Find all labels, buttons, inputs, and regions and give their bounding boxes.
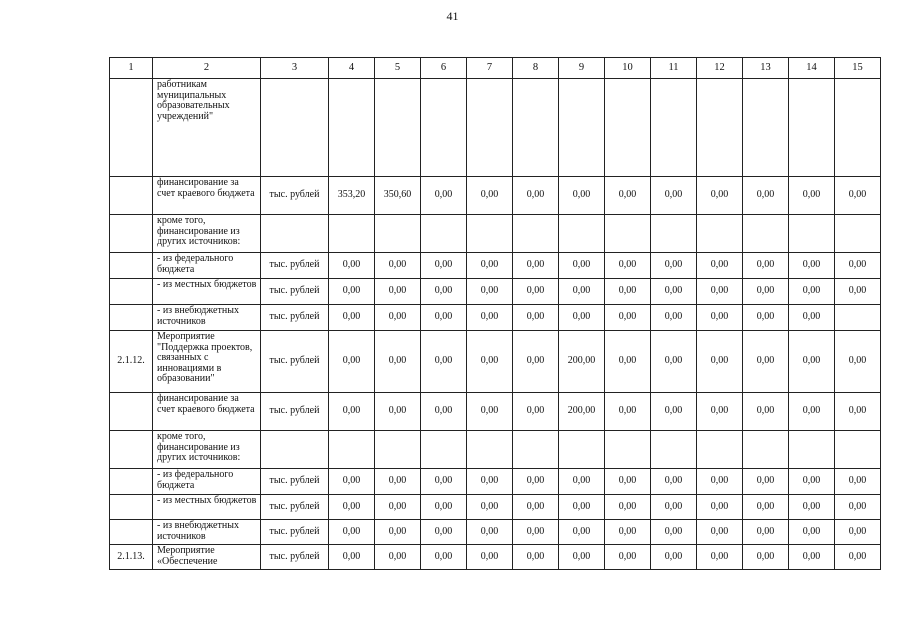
value-cell: 0,00 <box>789 331 835 393</box>
table-row <box>110 495 881 520</box>
value-cell: 0,00 <box>559 545 605 570</box>
value-cell: 0,00 <box>421 331 467 393</box>
item-code-cell: 2.1.13. <box>110 545 153 570</box>
value-cell <box>375 431 421 469</box>
description-cell: финансирование за счет краевого бюджета <box>153 177 261 215</box>
value-cell: 0,00 <box>467 495 513 520</box>
value-cell: 0,00 <box>743 520 789 545</box>
value-cell: 0,00 <box>513 520 559 545</box>
value-cell: 0,00 <box>559 253 605 279</box>
unit-cell: тыс. рублей <box>261 520 329 545</box>
value-cell: 0,00 <box>513 177 559 215</box>
value-cell: 0,00 <box>651 177 697 215</box>
description-cell: кроме того, финансирование из других источников: <box>153 215 261 253</box>
table-row <box>110 469 881 495</box>
value-cell: 0,00 <box>329 331 375 393</box>
unit-cell <box>261 79 329 177</box>
value-cell <box>651 431 697 469</box>
value-cell <box>375 215 421 253</box>
value-cell: 0,00 <box>743 545 789 570</box>
value-cell: 0,00 <box>513 331 559 393</box>
value-cell: 0,00 <box>421 305 467 331</box>
value-cell: 0,00 <box>697 469 743 495</box>
value-cell <box>789 215 835 253</box>
value-cell: 0,00 <box>559 305 605 331</box>
value-cell <box>743 431 789 469</box>
value-cell: 0,00 <box>789 469 835 495</box>
value-cell: 0,00 <box>375 469 421 495</box>
value-cell: 0,00 <box>421 545 467 570</box>
value-cell <box>697 215 743 253</box>
value-cell: 0,00 <box>605 279 651 305</box>
value-cell: 0,00 <box>375 545 421 570</box>
value-cell: 0,00 <box>329 545 375 570</box>
value-cell: 0,00 <box>835 495 881 520</box>
value-cell <box>467 79 513 177</box>
value-cell: 0,00 <box>697 253 743 279</box>
value-cell: 0,00 <box>835 393 881 431</box>
value-cell: 0,00 <box>375 331 421 393</box>
value-cell <box>697 79 743 177</box>
value-cell <box>513 431 559 469</box>
value-cell: 0,00 <box>651 279 697 305</box>
value-cell: 0,00 <box>513 393 559 431</box>
value-cell: 0,00 <box>651 520 697 545</box>
description-cell: работникам муниципальных образовательных учреждений" <box>153 79 261 177</box>
value-cell: 0,00 <box>651 253 697 279</box>
value-cell: 0,00 <box>375 279 421 305</box>
column-number-cell: 9 <box>559 58 605 79</box>
value-cell: 0,00 <box>789 177 835 215</box>
value-cell: 0,00 <box>329 279 375 305</box>
item-code-cell: 2.1.12. <box>110 331 153 393</box>
description-cell: Мероприятие «Обеспечение <box>153 545 261 570</box>
table-row <box>110 305 881 331</box>
value-cell <box>835 79 881 177</box>
description-cell: финансирование за счет краевого бюджета <box>153 393 261 431</box>
value-cell: 0,00 <box>559 495 605 520</box>
value-cell: 0,00 <box>605 495 651 520</box>
value-cell: 0,00 <box>329 305 375 331</box>
value-cell: 0,00 <box>697 305 743 331</box>
value-cell: 0,00 <box>375 393 421 431</box>
value-cell: 0,00 <box>697 495 743 520</box>
item-code-cell <box>110 279 153 305</box>
value-cell: 0,00 <box>421 495 467 520</box>
value-cell: 0,00 <box>835 331 881 393</box>
value-cell: 0,00 <box>835 545 881 570</box>
value-cell: 0,00 <box>467 279 513 305</box>
column-number-cell: 12 <box>697 58 743 79</box>
value-cell <box>329 431 375 469</box>
value-cell <box>513 215 559 253</box>
value-cell <box>605 431 651 469</box>
value-cell: 0,00 <box>467 305 513 331</box>
column-number-cell: 15 <box>835 58 881 79</box>
value-cell: 0,00 <box>513 253 559 279</box>
value-cell: 0,00 <box>697 331 743 393</box>
column-number-row <box>110 58 881 79</box>
table-row <box>110 79 881 177</box>
value-cell: 0,00 <box>605 469 651 495</box>
unit-cell <box>261 215 329 253</box>
table-body <box>110 58 881 570</box>
value-cell: 0,00 <box>835 279 881 305</box>
value-cell <box>605 79 651 177</box>
value-cell: 0,00 <box>421 177 467 215</box>
description-cell: - из местных бюджетов <box>153 279 261 305</box>
table-row <box>110 279 881 305</box>
value-cell: 0,00 <box>835 253 881 279</box>
value-cell <box>789 431 835 469</box>
table-row <box>110 215 881 253</box>
item-code-cell <box>110 305 153 331</box>
description-cell: Мероприятие "Поддержка проектов, связанных с инновациями в образовании" <box>153 331 261 393</box>
value-cell: 0,00 <box>329 520 375 545</box>
unit-cell: тыс. рублей <box>261 495 329 520</box>
value-cell: 0,00 <box>651 393 697 431</box>
value-cell: 0,00 <box>743 279 789 305</box>
unit-cell: тыс. рублей <box>261 545 329 570</box>
value-cell: 0,00 <box>559 469 605 495</box>
value-cell: 0,00 <box>375 305 421 331</box>
value-cell: 0,00 <box>559 520 605 545</box>
value-cell: 0,00 <box>605 253 651 279</box>
column-number-cell: 1 <box>110 58 153 79</box>
column-number-cell: 3 <box>261 58 329 79</box>
value-cell: 0,00 <box>467 331 513 393</box>
value-cell: 0,00 <box>743 469 789 495</box>
description-cell: - из внебюджетных источников <box>153 305 261 331</box>
value-cell: 0,00 <box>329 469 375 495</box>
unit-cell: тыс. рублей <box>261 393 329 431</box>
value-cell: 0,00 <box>467 253 513 279</box>
value-cell: 0,00 <box>605 331 651 393</box>
value-cell: 0,00 <box>605 305 651 331</box>
value-cell: 0,00 <box>375 253 421 279</box>
value-cell <box>835 305 881 331</box>
value-cell: 0,00 <box>697 393 743 431</box>
value-cell: 0,00 <box>467 393 513 431</box>
value-cell: 0,00 <box>697 279 743 305</box>
value-cell: 0,00 <box>513 495 559 520</box>
column-number-cell: 2 <box>153 58 261 79</box>
value-cell: 0,00 <box>651 305 697 331</box>
value-cell: 0,00 <box>789 279 835 305</box>
item-code-cell <box>110 177 153 215</box>
value-cell: 0,00 <box>513 469 559 495</box>
item-code-cell <box>110 495 153 520</box>
value-cell <box>559 79 605 177</box>
item-code-cell <box>110 520 153 545</box>
value-cell <box>789 79 835 177</box>
table-row <box>110 253 881 279</box>
value-cell: 0,00 <box>743 495 789 520</box>
table-row <box>110 177 881 215</box>
column-number-cell: 13 <box>743 58 789 79</box>
value-cell: 0,00 <box>329 253 375 279</box>
value-cell: 0,00 <box>421 469 467 495</box>
value-cell: 0,00 <box>743 331 789 393</box>
value-cell <box>513 79 559 177</box>
table-row <box>110 520 881 545</box>
item-code-cell <box>110 469 153 495</box>
item-code-cell <box>110 79 153 177</box>
value-cell: 0,00 <box>835 177 881 215</box>
value-cell: 200,00 <box>559 393 605 431</box>
value-cell <box>421 215 467 253</box>
value-cell <box>467 431 513 469</box>
value-cell <box>651 215 697 253</box>
item-code-cell <box>110 253 153 279</box>
value-cell <box>651 79 697 177</box>
value-cell: 0,00 <box>605 520 651 545</box>
value-cell: 0,00 <box>605 393 651 431</box>
value-cell <box>835 215 881 253</box>
value-cell: 0,00 <box>835 469 881 495</box>
column-number-cell: 10 <box>605 58 651 79</box>
value-cell: 0,00 <box>513 305 559 331</box>
value-cell: 353,20 <box>329 177 375 215</box>
value-cell: 0,00 <box>743 177 789 215</box>
description-cell: - из федерального бюджета <box>153 469 261 495</box>
description-cell: - из местных бюджетов <box>153 495 261 520</box>
item-code-cell <box>110 431 153 469</box>
page-number: 41 <box>446 9 459 23</box>
unit-cell: тыс. рублей <box>261 305 329 331</box>
value-cell: 0,00 <box>651 495 697 520</box>
value-cell: 0,00 <box>375 495 421 520</box>
value-cell <box>743 215 789 253</box>
value-cell: 0,00 <box>605 177 651 215</box>
value-cell: 0,00 <box>789 393 835 431</box>
value-cell: 0,00 <box>559 177 605 215</box>
value-cell: 0,00 <box>743 253 789 279</box>
value-cell <box>467 215 513 253</box>
table-row <box>110 393 881 431</box>
value-cell <box>421 431 467 469</box>
value-cell: 0,00 <box>789 305 835 331</box>
value-cell: 0,00 <box>789 545 835 570</box>
column-number-cell: 11 <box>651 58 697 79</box>
value-cell: 0,00 <box>789 253 835 279</box>
value-cell: 0,00 <box>559 279 605 305</box>
value-cell: 0,00 <box>651 469 697 495</box>
table-row <box>110 331 881 393</box>
column-number-cell: 6 <box>421 58 467 79</box>
value-cell: 0,00 <box>329 495 375 520</box>
unit-cell: тыс. рублей <box>261 253 329 279</box>
item-code-cell <box>110 215 153 253</box>
value-cell: 0,00 <box>421 520 467 545</box>
unit-cell: тыс. рублей <box>261 469 329 495</box>
value-cell <box>559 215 605 253</box>
value-cell: 0,00 <box>467 520 513 545</box>
unit-cell: тыс. рублей <box>261 177 329 215</box>
value-cell: 0,00 <box>513 279 559 305</box>
value-cell: 350,60 <box>375 177 421 215</box>
description-cell: - из внебюджетных источников <box>153 520 261 545</box>
value-cell: 0,00 <box>605 545 651 570</box>
value-cell: 0,00 <box>743 305 789 331</box>
column-number-cell: 4 <box>329 58 375 79</box>
value-cell: 0,00 <box>835 520 881 545</box>
value-cell: 0,00 <box>467 469 513 495</box>
value-cell: 0,00 <box>743 393 789 431</box>
value-cell <box>743 79 789 177</box>
value-cell: 0,00 <box>421 253 467 279</box>
value-cell <box>421 79 467 177</box>
value-cell: 0,00 <box>697 520 743 545</box>
value-cell: 0,00 <box>789 520 835 545</box>
value-cell <box>835 431 881 469</box>
value-cell <box>697 431 743 469</box>
column-number-cell: 14 <box>789 58 835 79</box>
value-cell: 0,00 <box>697 545 743 570</box>
value-cell: 0,00 <box>421 279 467 305</box>
value-cell: 0,00 <box>467 545 513 570</box>
value-cell: 0,00 <box>651 545 697 570</box>
table-row <box>110 545 881 570</box>
value-cell <box>329 215 375 253</box>
value-cell <box>329 79 375 177</box>
value-cell: 0,00 <box>513 545 559 570</box>
value-cell: 0,00 <box>329 393 375 431</box>
description-cell: - из федерального бюджета <box>153 253 261 279</box>
column-number-cell: 8 <box>513 58 559 79</box>
unit-cell: тыс. рублей <box>261 331 329 393</box>
value-cell <box>559 431 605 469</box>
value-cell: 0,00 <box>697 177 743 215</box>
value-cell: 0,00 <box>421 393 467 431</box>
budget-table <box>109 57 881 570</box>
table-row <box>110 431 881 469</box>
value-cell: 200,00 <box>559 331 605 393</box>
description-cell: кроме того, финансирование из других источников: <box>153 431 261 469</box>
value-cell: 0,00 <box>789 495 835 520</box>
value-cell <box>605 215 651 253</box>
unit-cell: тыс. рублей <box>261 279 329 305</box>
column-number-cell: 5 <box>375 58 421 79</box>
value-cell: 0,00 <box>651 331 697 393</box>
column-number-cell: 7 <box>467 58 513 79</box>
value-cell <box>375 79 421 177</box>
item-code-cell <box>110 393 153 431</box>
unit-cell <box>261 431 329 469</box>
value-cell: 0,00 <box>375 520 421 545</box>
value-cell: 0,00 <box>467 177 513 215</box>
